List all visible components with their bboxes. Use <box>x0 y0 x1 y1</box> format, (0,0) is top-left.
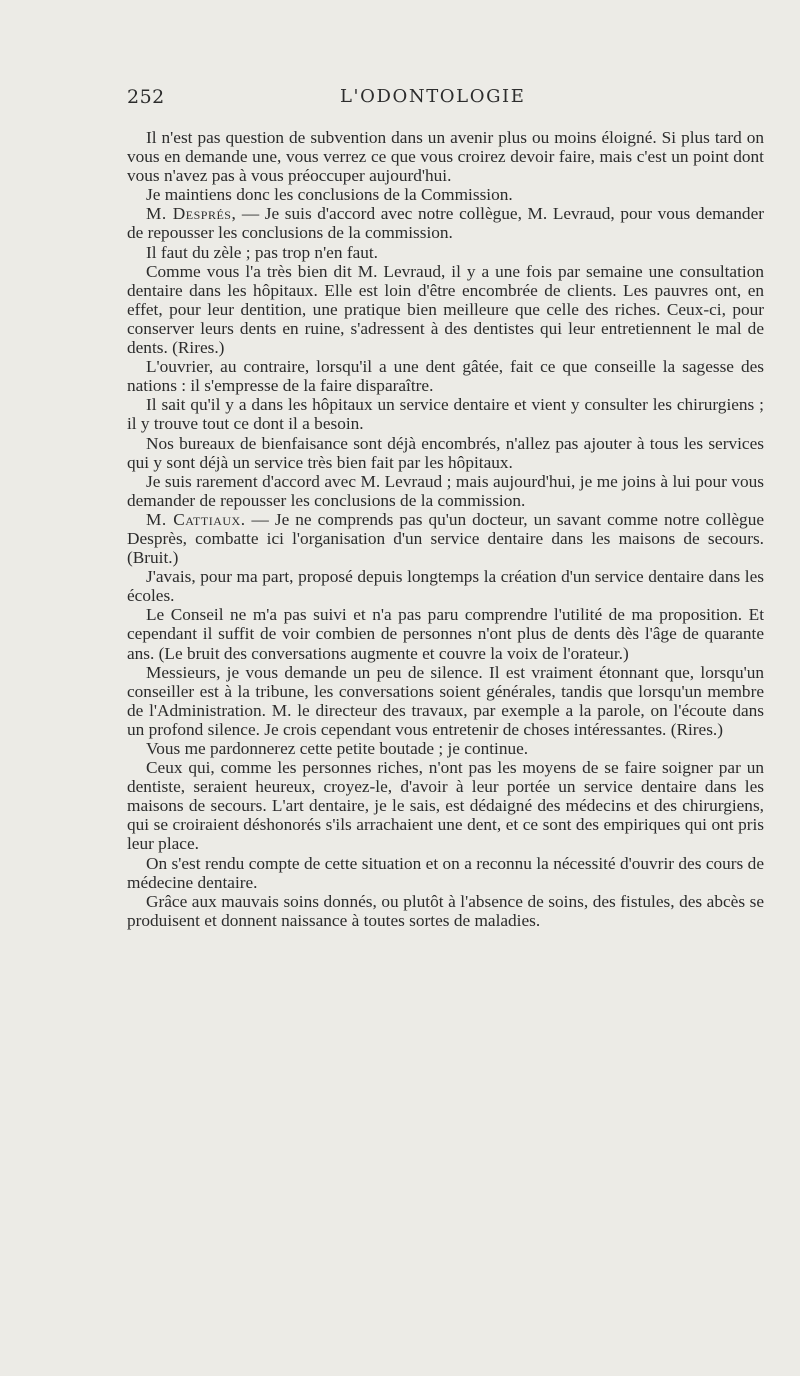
paragraph: Comme vous l'a très bien dit M. Levraud, il y a une fois par semaine une consultation dentaire dans les hôpitaux. Elle est loin d'être encombrée de clients. Les pauvres ont, en effet, pour leur dentition, une pratique bien meilleure que celle des riches. Ceux-ci, pour conserver leurs dents en ruine, s'adressent à des dentistes qui leur entretiennent le mal de dents. (Rires.) <box>127 261 764 358</box>
paragraph: J'avais, pour ma part, proposé depuis longtemps la création d'un service dentaire dans les écoles. <box>127 567 764 606</box>
paragraph: Il faut du zèle ; pas trop n'en faut. <box>146 242 379 262</box>
paragraph: Je suis rarement d'accord avec M. Levraud ; mais aujourd'hui, je me joins à lui pour vous demander de repousser les conclusions de la commission. <box>127 471 764 510</box>
paragraph: Nos bureaux de bienfaisance sont déjà encombrés, n'allez pas ajouter à tous les services qui y sont déjà un service très bien fait par les hôpitaux. <box>127 433 764 472</box>
running-title: L'ODONTOLOGIE <box>340 86 526 107</box>
paragraph: M. Cattiaux. — Je ne comprends pas qu'un docteur, un savant comme notre collègue Desprès, combatte ici l'organisation d'un service dentaire dans les maisons de secours. (Bruit.) <box>127 509 765 568</box>
paragraph: Je maintiens donc les conclusions de la Commission. <box>146 185 513 205</box>
page-number: 252 <box>127 86 165 108</box>
page-header <box>127 86 764 116</box>
paragraph: On s'est rendu compte de cette situation et on a reconnu la nécessité d'ouvrir des cours de médecine dentaire. <box>127 853 764 892</box>
paragraph: Messieurs, je vous demande un peu de silence. Il est vraiment étonnant que, lorsqu'un conseiller est à la tribune, les conversations soient générales, tandis que lorsqu'un membre de l'Administration. M. le directeur des travaux, par exemple a la parole, on l'écoute dans un profond silence. Je crois cependant vous entretenir de choses intéressantes. (Rires.) <box>127 662 764 739</box>
paragraph: M. Després, — Je suis d'accord avec notre collègue, M. Levraud, pour vous demander de repousser les conclusions de la commission. <box>127 204 764 243</box>
paragraph: Vous me pardonnerez cette petite boutade ; je continue. <box>146 739 529 758</box>
paragraph: Il n'est pas question de subvention dans un avenir plus ou moins éloigné. Si plus tard on vous en demande une, vous verrez ce que vous croirez devoir faire, mais c'est un point dont vous n'avez pas à vous préoccuper aujourd'hui. <box>127 128 764 186</box>
speaker-name: M. Després, <box>146 204 237 224</box>
paragraph: L'ouvrier, au contraire, lorsqu'il a une dent gâtée, fait ce que conseille la sagesse des nations : il s'empresse de la faire disparaître. <box>127 357 764 396</box>
paragraph: Ceux qui, comme les personnes riches, n'ont pas les moyens de se faire soigner par un dentiste, seraient heureux, croyez-le, d'avoir à leur portée un service dentaire dans les maisons de secours. L'art dentaire, je le sais, est dédaigné des médecins et des chirurgiens, qui se croiraient déshonorés s'ils arrachaient une dent, et ce sont des empiriques qui ont pris leur place. <box>127 758 764 854</box>
paragraph: Le Conseil ne m'a pas suivi et n'a pas paru comprendre l'utilité de ma proposition. Et cependant il suffit de voir combien de personnes n'ont plus de dents dès l'âge de quarante ans. (Le bruit des conversations augmente et couvre la voix de l'orateur.) <box>127 605 764 663</box>
paragraph: Grâce aux mauvais soins donnés, ou plutôt à l'absence de soins, des fistules, des abcès se produisent et donnent naissance à toutes sortes de maladies. <box>127 891 764 930</box>
paragraph: Il sait qu'il y a dans les hôpitaux un service dentaire et vient y consulter les chirurgiens ; il y trouve tout ce dont il a besoin. <box>127 395 764 434</box>
speaker-name: M. Cattiaux. <box>146 509 246 529</box>
body-text <box>127 128 764 930</box>
